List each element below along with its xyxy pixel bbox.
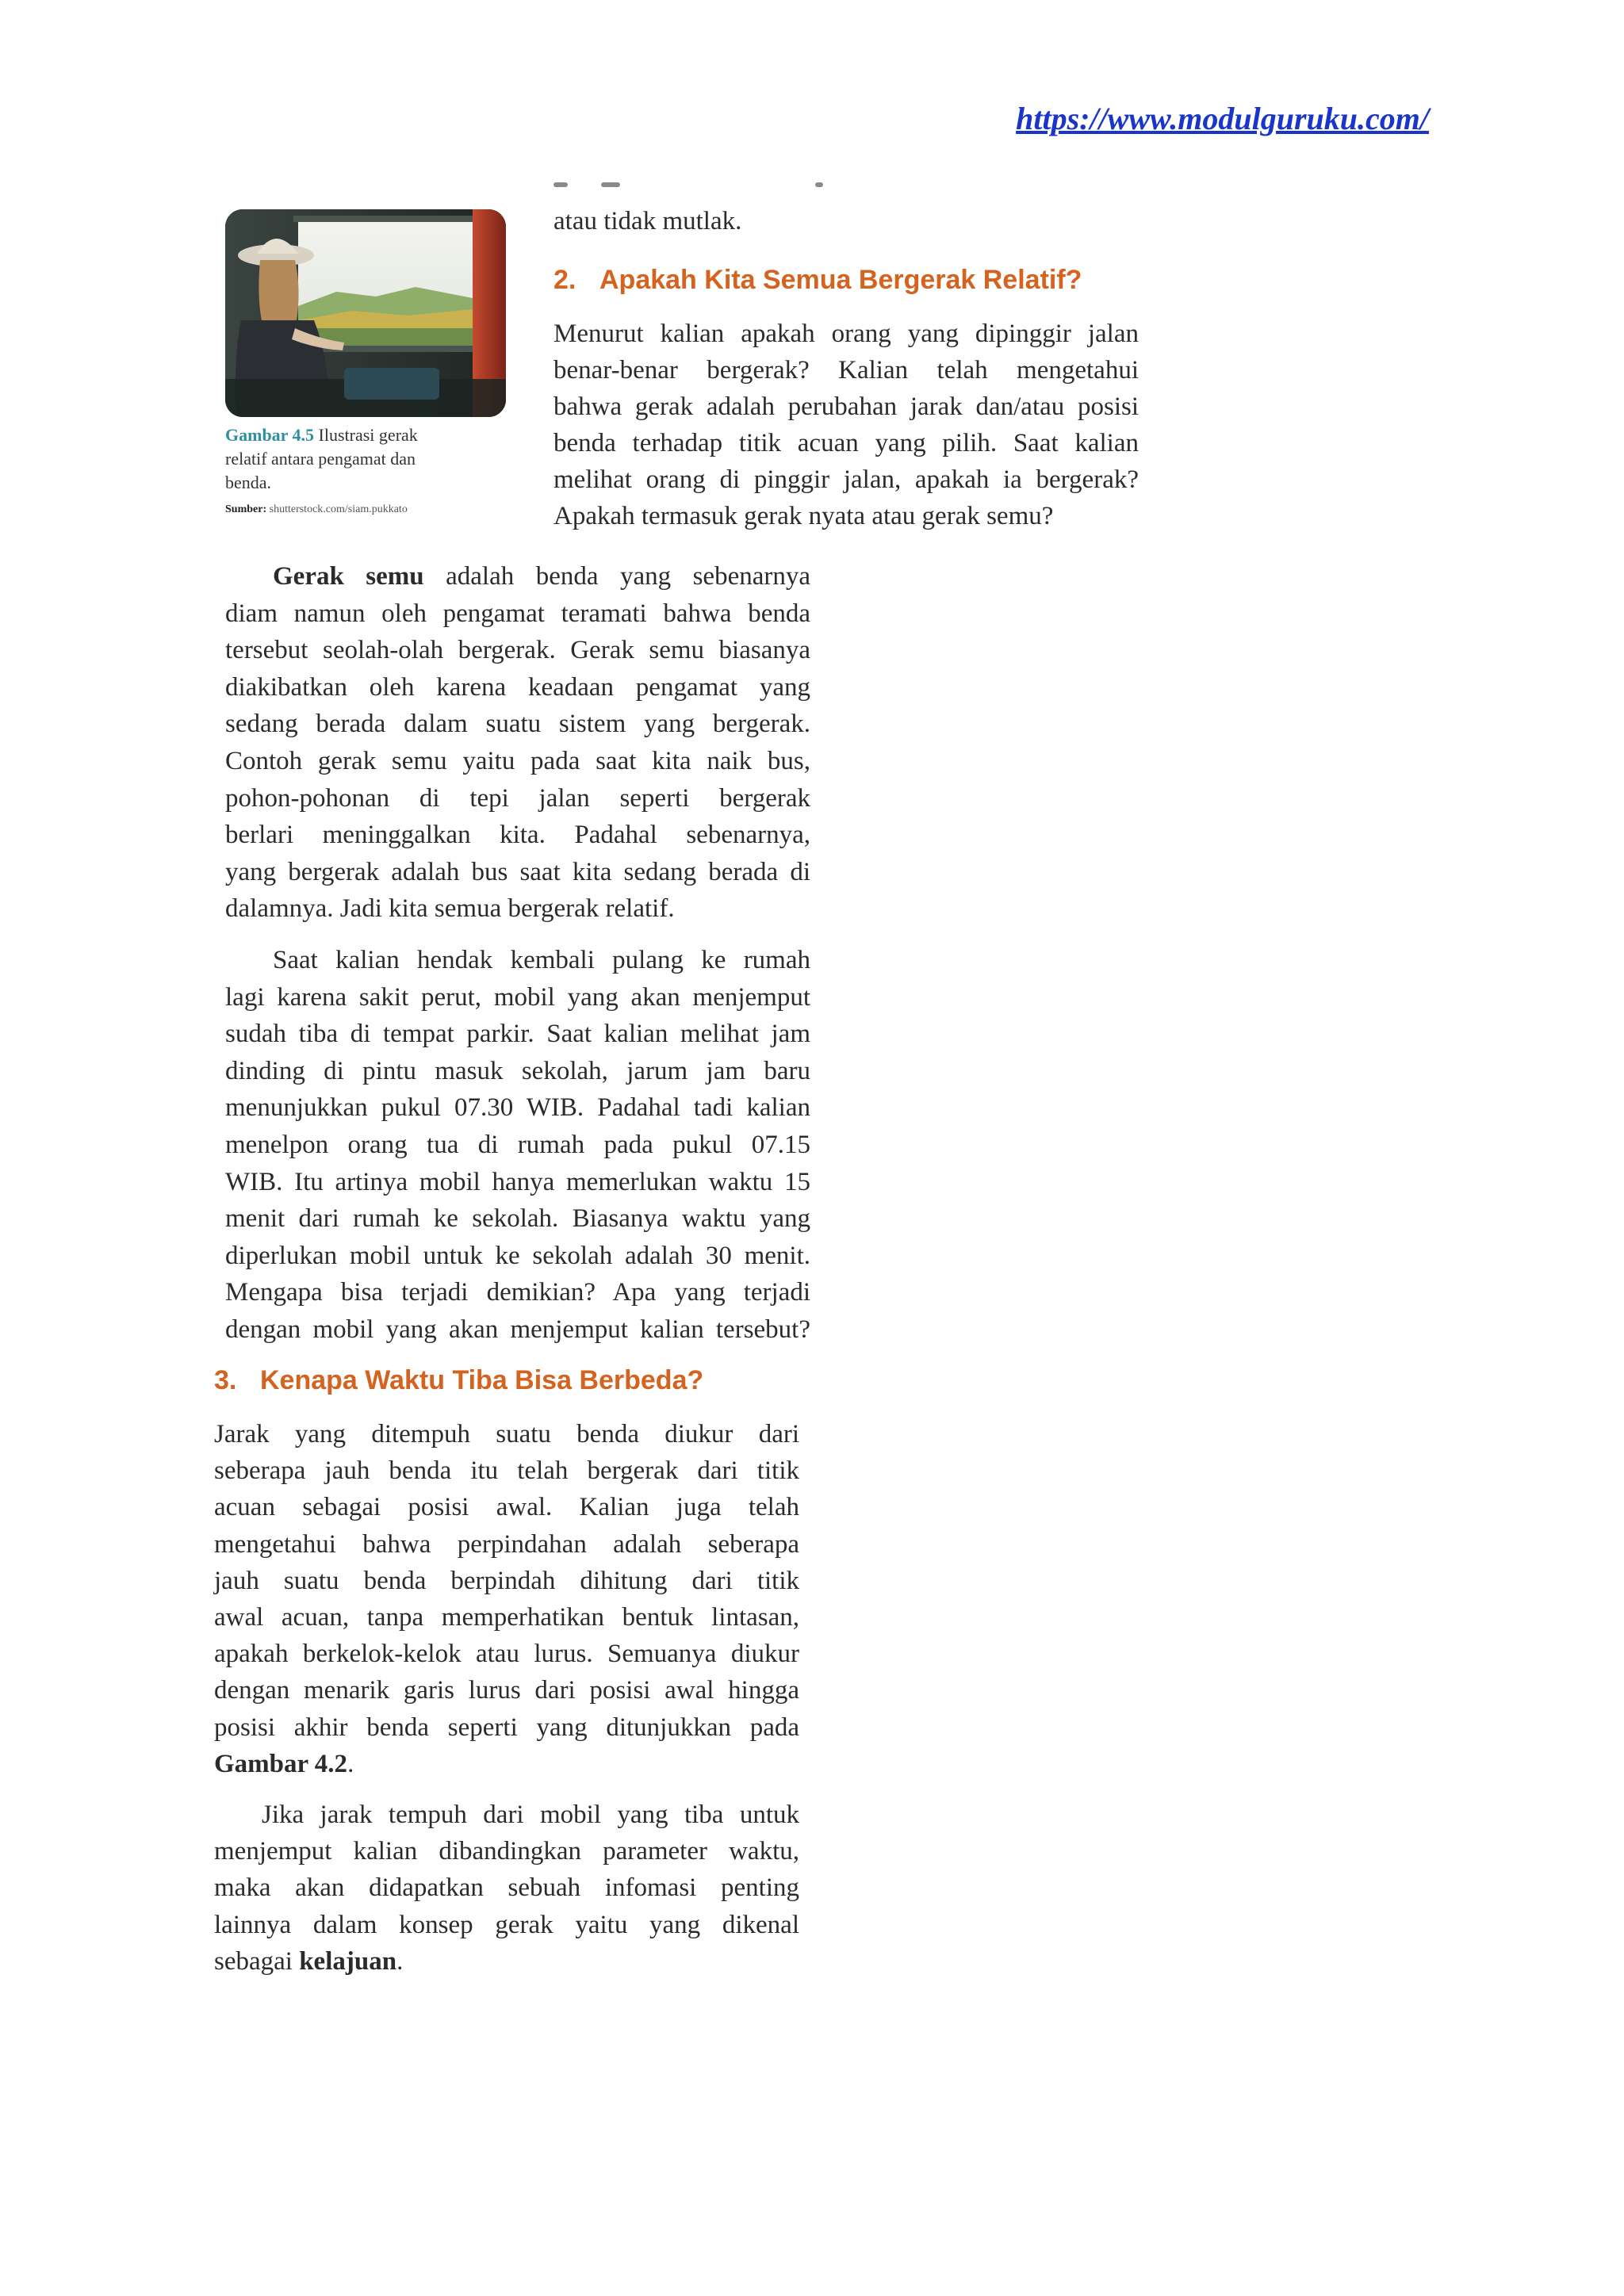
kelajuan-paragraph bbox=[214, 1797, 799, 1980]
text-line: lagi karena sakit perut, mobil yang akan menjemput bbox=[225, 982, 810, 1012]
carry-over-text bbox=[553, 205, 823, 238]
text-line: acuan sebagai posisi awal. Kalian juga telah bbox=[214, 1493, 799, 1522]
text-line: tersebut seolah-olah bergerak. Gerak semu biasanya bbox=[225, 636, 810, 665]
text-line: melihat orang di pinggir jalan, apakah ia bergerak? bbox=[553, 465, 1139, 494]
caption-line-1: Ilustrasi gerak bbox=[318, 425, 418, 445]
section-2-number: 2. bbox=[553, 265, 576, 295]
text-line: benda terhadap titik acuan yang pilih. Saat kalian bbox=[553, 429, 1139, 457]
text-line: dengan mobil yang akan menjemput kalian tersebut? bbox=[225, 1314, 810, 1344]
text-line: menit dari rumah ke sekolah. Biasanya waktu yang bbox=[225, 1204, 810, 1234]
text-line: awal acuan, tanpa memperhatikan bentuk lintasan, bbox=[214, 1603, 799, 1632]
section-3-paragraph bbox=[214, 1416, 799, 1782]
figure-reference: Gambar 4.2 bbox=[214, 1749, 348, 1778]
text-line: sebagai kelajuan. bbox=[214, 1946, 404, 1976]
cropped-line-fragment bbox=[553, 182, 839, 190]
figure-source: Sumber: shutterstock.com/siam.pukkato bbox=[225, 503, 408, 515]
text-line: Jika jarak tempuh dari mobil yang tiba untuk bbox=[262, 1800, 799, 1829]
figure-caption bbox=[225, 423, 506, 520]
right-column-paragraph bbox=[553, 316, 1139, 534]
text-line: seberapa jauh benda itu telah bergerak dari titik bbox=[214, 1456, 799, 1486]
bold-term: kelajuan bbox=[299, 1946, 397, 1976]
text-line: apakah berkelok-kelok atau lurus. Semuanya diukur bbox=[214, 1640, 799, 1669]
text-line: dinding di pintu masuk sekolah, jarum jam baru bbox=[225, 1056, 810, 1085]
pulang-paragraph bbox=[225, 942, 810, 1349]
text-line: pohon-pohonan di tepi jalan seperti bergerak bbox=[225, 783, 810, 813]
text-line: diakibatkan oleh karena keadaan pengamat yang bbox=[225, 672, 810, 702]
train-window-illustration bbox=[225, 209, 506, 417]
text-line: sedang berada dalam suatu sistem yang bergerak. bbox=[225, 710, 810, 739]
text-line: yang bergerak adalah bus saat kita sedang berada di bbox=[225, 857, 810, 886]
text-line: Jarak yang ditempuh suatu benda diukur dari bbox=[214, 1420, 799, 1448]
text-line: maka akan didapatkan sebuah infomasi penting bbox=[214, 1873, 799, 1903]
text-line: menelpon orang tua di rumah pada pukul 07.15 bbox=[225, 1130, 810, 1159]
header-url-link[interactable]: https://www.modulguruku.com/ bbox=[1016, 101, 1429, 136]
text-line: atau tidak mutlak. bbox=[553, 207, 742, 235]
section-3-heading bbox=[214, 1362, 703, 1399]
text-line: dengan menarik garis lurus dari posisi awal hingga bbox=[214, 1676, 799, 1705]
text-line: sudah tiba di tempat parkir. Saat kalian melihat jam bbox=[225, 1020, 810, 1049]
text-line: Gerak semu adalah benda yang sebenarnya bbox=[273, 562, 810, 591]
bold-term: Gerak semu bbox=[273, 562, 424, 591]
section-2-title: Apakah Kita Semua Bergerak Relatif? bbox=[599, 265, 1082, 295]
figure-label: Gambar 4.5 bbox=[225, 425, 315, 445]
caption-line-3: benda. bbox=[225, 473, 272, 492]
text-line: Saat kalian hendak kembali pulang ke rumah bbox=[273, 946, 810, 974]
text-line: benar-benar bergerak? Kalian telah mengetahui bbox=[553, 356, 1139, 385]
gerak-semu-paragraph bbox=[225, 558, 810, 928]
text-line: Apakah termasuk gerak nyata atau gerak semu? bbox=[553, 502, 1054, 530]
text-line: WIB. Itu artinya mobil hanya memerlukan waktu 15 bbox=[225, 1167, 810, 1196]
text-line: berlari meninggalkan kita. Padahal sebenarnya, bbox=[225, 821, 810, 850]
text-line: posisi akhir benda seperti yang ditunjukkan pada bbox=[214, 1712, 799, 1742]
section-3-title: Kenapa Waktu Tiba Bisa Berbeda? bbox=[260, 1365, 704, 1395]
section-2-heading bbox=[553, 262, 1082, 298]
text-line: menunjukkan pukul 07.30 WIB. Padahal tadi kalian bbox=[225, 1093, 810, 1123]
text-line: Menurut kalian apakah orang yang dipinggir jalan bbox=[553, 320, 1139, 348]
text-line: mengetahui bahwa perpindahan adalah seberapa bbox=[214, 1529, 799, 1559]
text-line: lainnya dalam konsep gerak yaitu yang dikenal bbox=[214, 1910, 799, 1939]
figure-illustration bbox=[225, 209, 506, 417]
text-line: Contoh gerak semu yaitu pada saat kita naik bus, bbox=[225, 746, 810, 775]
text-line: Gambar 4.2. bbox=[214, 1749, 354, 1778]
text-line: dalamnya. Jadi kita semua bergerak relatif. bbox=[225, 894, 675, 924]
text-line: diam namun oleh pengamat teramati bahwa benda bbox=[225, 599, 810, 628]
section-3-number: 3. bbox=[214, 1365, 237, 1395]
text-line: Mengapa bisa terjadi demikian? Apa yang terjadi bbox=[225, 1278, 810, 1307]
text-line: bahwa gerak adalah perubahan jarak dan/atau posisi bbox=[553, 392, 1139, 421]
text-line: jauh suatu benda berpindah dihitung dari titik bbox=[214, 1566, 799, 1595]
caption-line-2: relatif antara pengamat dan bbox=[225, 449, 416, 469]
text-line: menjemput kalian dibandingkan parameter waktu, bbox=[214, 1837, 799, 1866]
text-line: diperlukan mobil untuk ke sekolah adalah 30 menit. bbox=[225, 1241, 810, 1270]
